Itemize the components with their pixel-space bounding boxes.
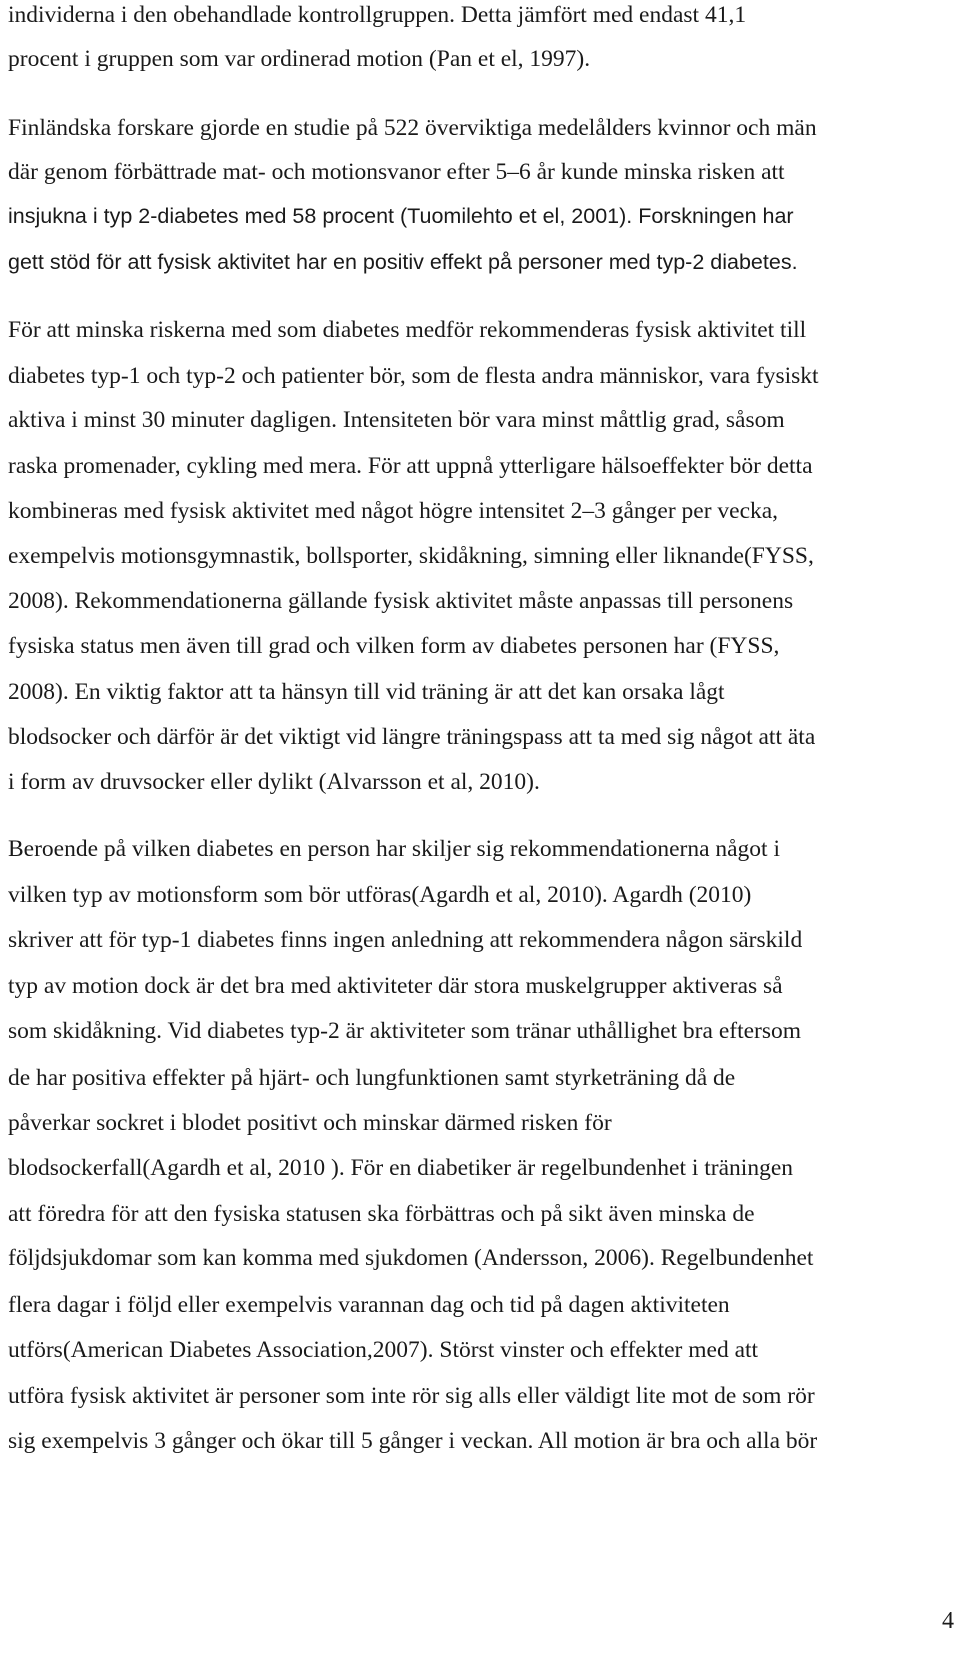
text-line: påverkar sockret i blodet positivt och minskar därmed risken för <box>8 1110 612 1136</box>
text-line: fysiska status men även till grad och vilken form av diabetes personen har (FYSS, <box>8 633 780 659</box>
text-line: insjukna i typ 2-diabetes med 58 procent (Tuomilehto et el, 2001). Forskningen har <box>8 204 794 228</box>
text-line: Beroende på vilken diabetes en person har skiljer sig rekommendationerna något i <box>8 836 780 862</box>
text-line: som skidåkning. Vid diabetes typ-2 är aktiviteter som tränar uthållighet bra eftersom <box>8 1018 802 1044</box>
text-line: exempelvis motionsgymnastik, bollsporter, skidåkning, simning eller liknande(FYSS, <box>8 543 814 569</box>
text-line: att föredra för att den fysiska statusen ska förbättras och på sikt även minska de <box>8 1201 755 1227</box>
text-line: där genom förbättrade mat- och motionsvanor efter 5–6 år kunde minska risken att <box>8 159 785 185</box>
text-line: blodsockerfall(Agardh et al, 2010 ). För en diabetiker är regelbundenhet i träningen <box>8 1155 794 1181</box>
text-line: individerna i den obehandlade kontrollgruppen. Detta jämfört med endast 41,1 <box>8 2 747 28</box>
text-line: utföra fysisk aktivitet är personer som inte rör sig alls eller väldigt lite mot de som rör <box>8 1383 815 1409</box>
text-line: raska promenader, cykling med mera. För att uppnå ytterligare hälsoeffekter bör detta <box>8 453 813 479</box>
text-line: följdsjukdomar som kan komma med sjukdomen (Andersson, 2006). Regelbundenhet <box>8 1245 814 1271</box>
text-line: 2008). En viktig faktor att ta hänsyn till vid träning är att det kan orsaka lågt <box>8 679 725 705</box>
text-line: utförs(American Diabetes Association,2007). Störst vinster och effekter med att <box>8 1337 759 1363</box>
text-line: procent i gruppen som var ordinerad motion (Pan et el, 1997). <box>8 46 591 72</box>
page-number: 4 <box>942 1608 954 1634</box>
text-line: skriver att för typ-1 diabetes finns ingen anledning att rekommendera någon särskild <box>8 927 803 953</box>
text-line: kombineras med fysisk aktivitet med något högre intensitet 2–3 gånger per vecka, <box>8 498 779 524</box>
text-line: För att minska riskerna med som diabetes medför rekommenderas fysisk aktivitet till <box>8 317 807 343</box>
text-line: 2008). Rekommendationerna gällande fysisk aktivitet måste anpassas till personens <box>8 588 794 614</box>
text-line: aktiva i minst 30 minuter dagligen. Intensiteten bör vara minst måttlig grad, såsom <box>8 407 785 433</box>
text-line: i form av druvsocker eller dylikt (Alvarsson et al, 2010). <box>8 769 540 795</box>
text-line: gett stöd för att fysisk aktivitet har en positiv effekt på personer med typ-2 diabetes. <box>8 250 798 274</box>
text-line: diabetes typ-1 och typ-2 och patienter bör, som de flesta andra människor, vara fysiskt <box>8 363 819 389</box>
text-line: flera dagar i följd eller exempelvis varannan dag och tid på dagen aktiviteten <box>8 1292 730 1318</box>
text-line: vilken typ av motionsform som bör utföras(Agardh et al, 2010). Agardh (2010) <box>8 882 752 908</box>
text-line: typ av motion dock är det bra med aktiviteter där stora muskelgrupper aktiveras så <box>8 973 783 999</box>
text-line: de har positiva effekter på hjärt- och lungfunktionen samt styrketräning då de <box>8 1065 736 1091</box>
text-line: blodsocker och därför är det viktigt vid längre träningspass att ta med sig något att äta <box>8 724 816 750</box>
text-line: Finländska forskare gjorde en studie på 522 överviktiga medelålders kvinnor och män <box>8 115 817 141</box>
text-line: sig exempelvis 3 gånger och ökar till 5 gånger i veckan. All motion är bra och alla bör <box>8 1428 818 1454</box>
